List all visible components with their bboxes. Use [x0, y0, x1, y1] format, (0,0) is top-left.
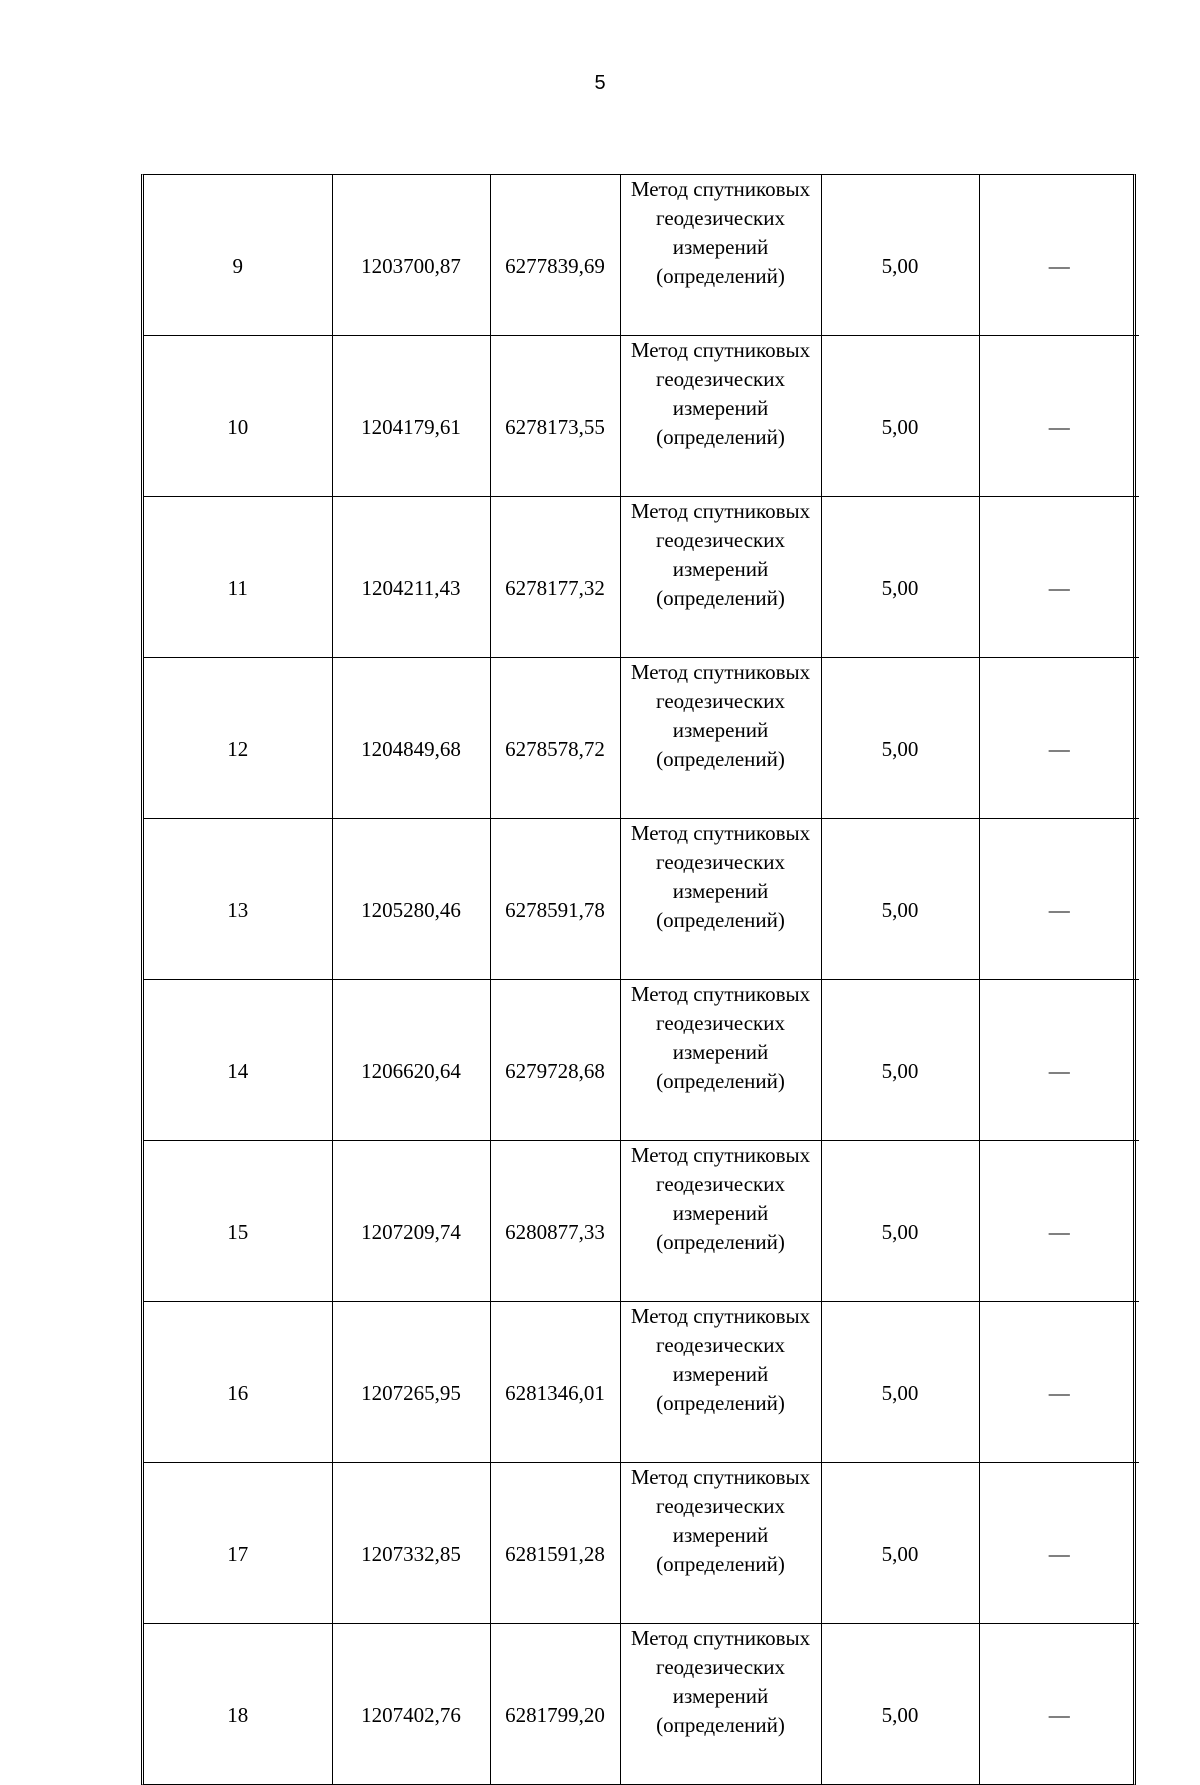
point-number-cell: 17	[144, 1463, 332, 1624]
accuracy-cell: 5,00	[821, 175, 979, 336]
table-row	[144, 497, 1139, 658]
point-number-cell: 11	[144, 497, 332, 658]
note-cell: —	[979, 819, 1139, 980]
coordinate-x-cell: 1207332,85	[332, 1463, 490, 1624]
note-cell: —	[979, 497, 1139, 658]
accuracy-cell: 5,00	[821, 980, 979, 1141]
accuracy-cell: 5,00	[821, 1141, 979, 1302]
method-cell: Метод спутниковых геодезических измерений (определений)	[620, 819, 821, 980]
accuracy-cell: 5,00	[821, 1463, 979, 1624]
point-number-cell: 15	[144, 1141, 332, 1302]
coordinate-y-cell: 6278173,55	[490, 336, 620, 497]
accuracy-cell: 5,00	[821, 1624, 979, 1785]
method-cell: Метод спутниковых геодезических измерений (определений)	[620, 175, 821, 336]
note-cell: —	[979, 658, 1139, 819]
note-cell: —	[979, 175, 1139, 336]
coordinate-y-cell: 6278591,78	[490, 819, 620, 980]
coordinate-y-cell: 6277839,69	[490, 175, 620, 336]
table-row	[144, 658, 1139, 819]
table-row	[144, 819, 1139, 980]
coordinate-x-cell: 1207209,74	[332, 1141, 490, 1302]
method-cell: Метод спутниковых геодезических измерений (определений)	[620, 1302, 821, 1463]
table-row	[144, 1302, 1139, 1463]
coordinate-y-cell: 6278177,32	[490, 497, 620, 658]
coordinate-x-cell: 1206620,64	[332, 980, 490, 1141]
accuracy-cell: 5,00	[821, 819, 979, 980]
note-cell: —	[979, 1141, 1139, 1302]
table-row	[144, 1463, 1139, 1624]
coordinate-x-cell: 1204179,61	[332, 336, 490, 497]
point-number-cell: 10	[144, 336, 332, 497]
table-row	[144, 980, 1139, 1141]
note-cell: —	[979, 1624, 1139, 1785]
point-number-cell: 18	[144, 1624, 332, 1785]
method-cell: Метод спутниковых геодезических измерений (определений)	[620, 980, 821, 1141]
note-cell: —	[979, 980, 1139, 1141]
coordinate-x-cell: 1207402,76	[332, 1624, 490, 1785]
coordinate-x-cell: 1207265,95	[332, 1302, 490, 1463]
accuracy-cell: 5,00	[821, 658, 979, 819]
point-number-cell: 12	[144, 658, 332, 819]
note-cell: —	[979, 336, 1139, 497]
table-row	[144, 336, 1139, 497]
method-cell: Метод спутниковых геодезических измерений (определений)	[620, 336, 821, 497]
method-cell: Метод спутниковых геодезических измерений (определений)	[620, 658, 821, 819]
point-number-cell: 14	[144, 980, 332, 1141]
accuracy-cell: 5,00	[821, 1302, 979, 1463]
coordinates-table	[141, 174, 1136, 1785]
coordinate-y-cell: 6279728,68	[490, 980, 620, 1141]
coordinate-y-cell: 6278578,72	[490, 658, 620, 819]
coordinate-y-cell: 6281591,28	[490, 1463, 620, 1624]
accuracy-cell: 5,00	[821, 497, 979, 658]
method-cell: Метод спутниковых геодезических измерений (определений)	[620, 1463, 821, 1624]
coordinate-x-cell: 1203700,87	[332, 175, 490, 336]
accuracy-cell: 5,00	[821, 336, 979, 497]
coordinate-x-cell: 1204211,43	[332, 497, 490, 658]
point-number-cell: 13	[144, 819, 332, 980]
table-row	[144, 175, 1139, 336]
table-row	[144, 1624, 1139, 1785]
page-number: 5	[594, 72, 606, 94]
coordinate-y-cell: 6281346,01	[490, 1302, 620, 1463]
coordinate-y-cell: 6280877,33	[490, 1141, 620, 1302]
note-cell: —	[979, 1302, 1139, 1463]
method-cell: Метод спутниковых геодезических измерений (определений)	[620, 497, 821, 658]
coordinate-x-cell: 1205280,46	[332, 819, 490, 980]
point-number-cell: 16	[144, 1302, 332, 1463]
note-cell: —	[979, 1463, 1139, 1624]
point-number-cell: 9	[144, 175, 332, 336]
table-row	[144, 1141, 1139, 1302]
coordinate-y-cell: 6281799,20	[490, 1624, 620, 1785]
method-cell: Метод спутниковых геодезических измерений (определений)	[620, 1141, 821, 1302]
coordinate-x-cell: 1204849,68	[332, 658, 490, 819]
method-cell: Метод спутниковых геодезических измерений (определений)	[620, 1624, 821, 1785]
